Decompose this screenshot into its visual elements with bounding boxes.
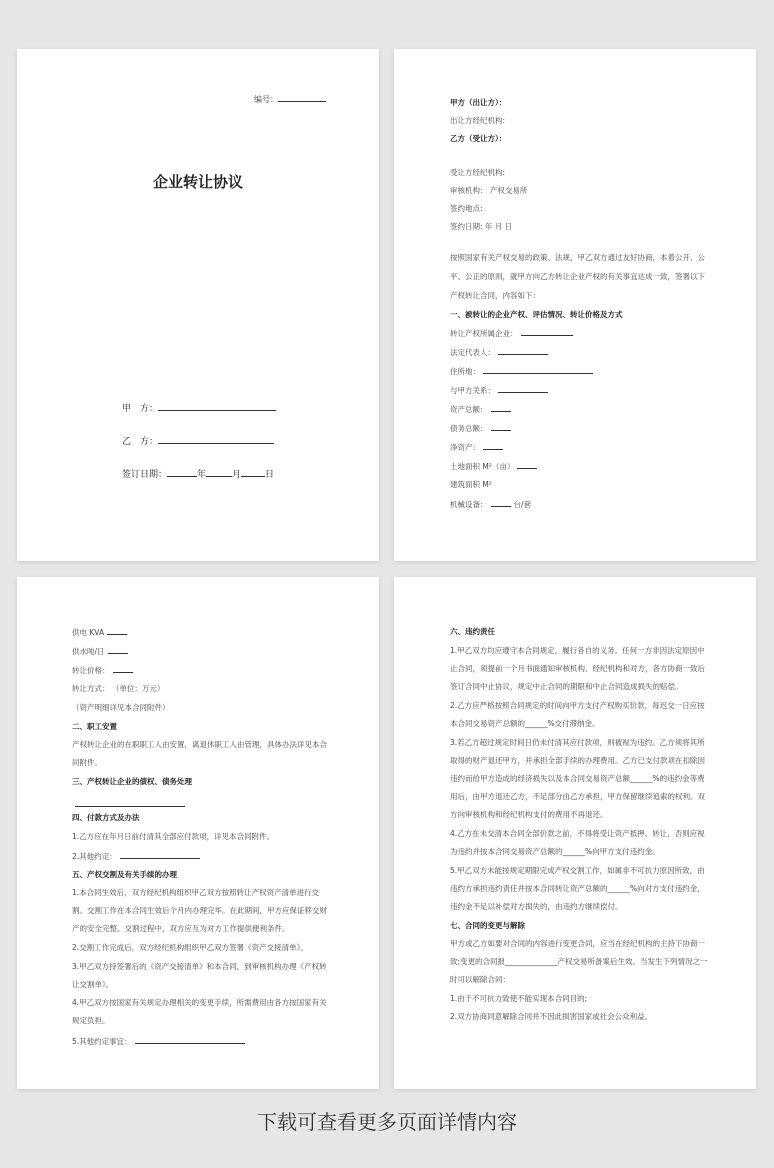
fill-in-blank — [491, 498, 511, 507]
text-line — [450, 271, 705, 282]
text-line-content: 4.甲乙双方按国家有关规定办理相关的变更手续，所需费用由各方按国家有关 — [72, 998, 327, 1007]
fill-in-blank — [498, 346, 548, 355]
text-line — [450, 1011, 652, 1022]
text-line — [450, 290, 540, 301]
text-line — [72, 798, 185, 809]
text-line-content: 建筑面积 M² — [450, 480, 492, 489]
text-line — [450, 185, 527, 196]
serial-number-blank — [278, 93, 326, 102]
month-blank — [206, 468, 232, 477]
text-line — [72, 645, 128, 657]
section-heading — [72, 776, 192, 787]
text-line-content: 净资产： — [450, 443, 480, 452]
text-line-content: 债务总额： — [450, 424, 488, 433]
text-line — [450, 956, 708, 967]
text-line-content: 三、产权转让企业的债权、债务处理 — [72, 777, 192, 786]
text-line-content: 取得的财产退还甲方，并承担全部手续的办理费用。乙方已支付款项在扣除因 — [450, 756, 705, 765]
text-line — [450, 645, 705, 656]
text-line — [450, 883, 705, 894]
text-line — [450, 755, 705, 766]
text-line-content: 4.乙方在未交清本合同全部价款之前，不得将受让资产抵押、转让，否则应视 — [450, 829, 705, 838]
text-line — [450, 737, 705, 748]
text-line-content: 产权转让合同，内容如下： — [450, 291, 540, 300]
fill-in-blank — [517, 460, 537, 469]
text-line — [72, 739, 327, 750]
text-line-content: 本合同交易资产总额的______%交付滞纳金。 — [450, 719, 600, 728]
party-b-line — [122, 434, 274, 447]
text-line — [72, 757, 102, 768]
text-line-content: 甲方或乙方如要对合同的内容进行变更合同，应当在经纪机构的主持下协商一 — [450, 939, 705, 948]
text-line-content: 为违约并按本合同交易资产总额的______%向甲方支付违约金。 — [450, 847, 660, 856]
section-heading — [72, 721, 117, 732]
year-label: 年 — [197, 470, 207, 480]
download-more-caption: 下载可查看更多页面详情内容 — [257, 1110, 517, 1134]
sign-date-label: 签订日期： — [122, 470, 168, 480]
text-line — [450, 700, 705, 711]
section-heading — [450, 97, 506, 108]
text-line — [72, 961, 327, 972]
text-line-content: 六、违约责任 — [450, 627, 495, 636]
text-line-content: 受让方经纪机构: — [450, 168, 506, 177]
section-heading — [450, 920, 525, 931]
text-line — [450, 498, 531, 510]
text-line-content: 方向审核机构和经纪机构支付的费用不再退还。 — [450, 810, 608, 819]
text-line-content: 违约而给甲方造成的经济损失以及本合同交易资产总额______%的违约金等费 — [450, 774, 705, 783]
text-line-content: 审核机构： 产权交易所 — [450, 186, 528, 195]
text-line — [72, 942, 308, 953]
text-line — [72, 683, 164, 694]
serial-number-label: 编号： — [254, 95, 278, 104]
text-line — [72, 1035, 245, 1047]
text-line — [72, 905, 327, 916]
text-line — [72, 702, 170, 713]
text-line — [450, 252, 705, 263]
text-line — [450, 791, 705, 802]
year-blank — [167, 468, 197, 477]
party-a-label: 甲 方： — [122, 404, 159, 414]
text-line — [450, 221, 512, 232]
text-line-content: 2.双方协商同意解除合同并不因此损害国家或社会公众利益。 — [450, 1012, 653, 1021]
text-line — [450, 663, 705, 674]
text-line-content: 签约日期: 年 月 日 — [450, 222, 513, 231]
text-line-content: 乙方（受让方）： — [450, 134, 507, 143]
document-title: 企业转让协议 — [152, 173, 243, 191]
text-line-content: 1.乙方应在年月日前付清其全部应付款项，详见本合同附件。 — [72, 832, 275, 841]
text-line — [450, 901, 623, 912]
text-line-content: 法定代表人： — [450, 348, 495, 357]
text-line-content: 机械设备： — [450, 500, 488, 509]
party-a-blank — [158, 402, 276, 411]
sign-date-line — [122, 467, 274, 480]
text-line-content: 止合同，须提前一个月书面通知审核机构、经纪机构和对方，各方协商一致后 — [450, 664, 705, 673]
text-line-content: 供电 KVA — [72, 628, 105, 637]
text-line — [72, 979, 113, 990]
text-line — [450, 403, 511, 415]
day-label: 日 — [265, 470, 275, 480]
text-line — [450, 384, 548, 396]
text-line-content: 5.甲乙双方未能按规定期限完成产权交割工作，如属非不可抗力原因所致，由 — [450, 866, 705, 875]
text-line-content: 转让产权所属企业： — [450, 329, 518, 338]
party-a-line — [122, 401, 276, 414]
text-line — [72, 831, 274, 842]
text-line — [450, 718, 600, 729]
text-line-content: 资产总额： — [450, 405, 488, 414]
party-b-label: 乙 方： — [122, 437, 159, 447]
text-line-content: 签订合同中止协议，规定中止合同的期限和中止合同造成损失的赔偿。 — [450, 682, 683, 691]
text-line-content: 2.乙方应严格按照合同规定的时间向甲方支付产权购买价款，每迟交一日应按 — [450, 701, 705, 710]
text-line — [450, 460, 537, 472]
text-line-content: 割。交割工作在本合同生效后个月内办理完毕。在此期间，甲方应保证移交财 — [72, 906, 327, 915]
text-line — [450, 441, 503, 453]
section-heading — [450, 626, 495, 637]
document-page-cover — [17, 49, 379, 561]
text-line-content: 3.甲乙双方持签署后的《资产交接清单》和本合同，到审核机构办理《产权转 — [72, 962, 327, 971]
text-line — [450, 327, 573, 339]
fill-in-blank — [107, 626, 127, 635]
fill-in-blank — [120, 850, 200, 859]
fill-in-blank — [483, 365, 593, 374]
text-line-content: 转让方式： （单位：万元） — [72, 684, 165, 693]
text-line-content: 与甲方关系： — [450, 386, 495, 395]
day-blank — [241, 468, 265, 477]
text-line-content: 5.其他约定事宜： — [72, 1037, 132, 1046]
serial-number-field — [254, 93, 326, 105]
text-line-content: 2.交割工作完成后，双方经纪机构组织甲乙双方签署《资产交接清单》。 — [72, 943, 308, 952]
text-line-content: 七、合同的变更与解除 — [450, 921, 525, 930]
text-line — [450, 203, 483, 214]
fill-in-blank — [108, 645, 128, 654]
text-line-content: 1.本合同生效后，双方经纪机构组织甲乙双方按照转让产权资产清单进行交 — [72, 888, 320, 897]
text-line — [72, 1015, 110, 1026]
text-line — [450, 167, 505, 178]
section-heading — [72, 869, 177, 880]
text-line — [72, 626, 127, 638]
section-heading — [450, 133, 506, 144]
text-line-content: 2.其他约定： — [72, 852, 117, 861]
text-line-content: 让交割单》。 — [72, 980, 114, 989]
text-line — [450, 974, 510, 985]
text-line — [72, 850, 200, 862]
text-line — [72, 923, 290, 934]
text-line-content: 签约地点: — [450, 204, 483, 213]
text-line — [450, 681, 683, 692]
text-line-content: 规定负担。 — [72, 1016, 110, 1025]
text-line — [450, 346, 548, 358]
fill-in-blank — [491, 422, 511, 431]
text-line-content: 1.由于不可抗力致使不能实现本合同目的; — [450, 994, 588, 1003]
fill-in-blank — [113, 664, 133, 673]
text-line-content: 同附件。 — [72, 758, 102, 767]
text-line-content: 1.甲乙双方均应遵守本合同规定，履行各自的义务。任何一方非因法定原因中 — [450, 646, 705, 655]
text-line — [72, 664, 133, 676]
text-line-content: （资产明细详见本合同附件） — [72, 703, 170, 712]
party-b-blank — [158, 435, 274, 444]
text-line — [450, 846, 660, 857]
text-line — [450, 828, 705, 839]
text-line-content: 按照国家有关产权交易的政策、法规，甲乙双方通过友好协商，本着公开、公 — [450, 253, 705, 262]
text-line — [450, 938, 705, 949]
document-page-3 — [17, 577, 379, 1089]
text-line — [450, 422, 511, 434]
fill-in-blank — [521, 327, 573, 336]
fill-in-blank — [135, 1035, 245, 1044]
text-line — [450, 809, 608, 820]
text-line — [450, 479, 492, 490]
text-line-content: 二、职工安置 — [72, 722, 117, 731]
text-line-content: 违约金不足以补偿对方损失的，由违约方继续偿付。 — [450, 902, 623, 911]
text-line-content: 出让方经纪机构: — [450, 116, 506, 125]
text-line-content: 用后，由甲方退还乙方，不足部分由乙方承担，甲方保留继续追索的权利。双 — [450, 792, 705, 801]
text-line-content: 供水吨/日 — [72, 647, 105, 656]
text-line-content: 产权转让企业的在职职工人由安置，离退休职工人由管理，具体办法详见本合 — [72, 740, 327, 749]
fill-in-blank — [498, 384, 548, 393]
text-line-content: 土地面积 M²（亩） — [450, 462, 515, 471]
fill-in-blank — [75, 798, 185, 807]
text-line — [450, 993, 587, 1004]
section-heading — [450, 309, 623, 320]
text-line — [450, 773, 705, 784]
text-line-content: 产的安全完整。交割过程中，双方应互为对方工作提供便利条件。 — [72, 924, 290, 933]
text-line-content: 平、公正的原则，就甲方向乙方转让企业产权的有关事宜达成一致，签署以下 — [450, 272, 705, 281]
text-line — [72, 887, 319, 898]
text-line-content: 致;变更的合同报______________产权交易所备案后生效。当发生下列情况之一 — [450, 957, 708, 966]
text-line-content: 时可以解除合同： — [450, 975, 510, 984]
text-line-content: 一、被转让的企业产权、评估情况、转让价格及方式 — [450, 310, 623, 319]
text-line — [72, 997, 327, 1008]
text-line-content: 违约方承担违约责任并按本合同转让资产总额的______%向对方支付违约金， — [450, 884, 705, 893]
section-heading — [72, 812, 140, 823]
text-line-content: 转让价格： — [72, 666, 110, 675]
text-line-content: 五、产权交割及有关手续的办理 — [72, 870, 177, 879]
document-page-2 — [394, 49, 756, 561]
text-line-content: 甲方（出让方）： — [450, 98, 507, 107]
text-line-content: 3.若乙方超过规定时间日仍未付清其应付款项，则被视为违约。乙方须将其所 — [450, 738, 705, 747]
month-label: 月 — [232, 470, 242, 480]
text-line-content: 四、付款方式及办法 — [72, 813, 140, 822]
text-line — [450, 115, 505, 126]
document-page-4 — [394, 577, 756, 1089]
text-line-content: 住所地： — [450, 367, 480, 376]
text-line — [450, 365, 593, 377]
text-line — [450, 865, 705, 876]
unit-sets-label: 台/套 — [513, 500, 532, 509]
fill-in-blank — [483, 441, 503, 450]
fill-in-blank — [491, 403, 511, 412]
